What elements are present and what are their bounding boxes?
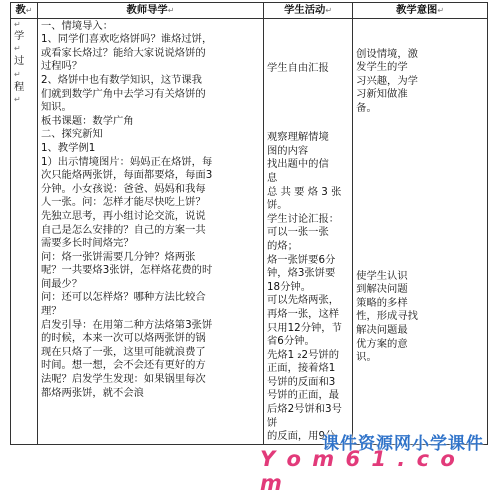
text-line: 习兴趣，为学: [356, 74, 418, 87]
text-line: 过程吗？: [40, 60, 83, 73]
text-line: 省6分钟。: [267, 335, 315, 348]
text-line: 或看家长烙过？能给大家说说烙饼的: [40, 46, 206, 59]
text-line: 2、烙饼中也有数学知识，这节课我: [40, 73, 202, 86]
text-line: 习新知做准: [356, 88, 408, 101]
text-line: 板书课题：数学广角: [40, 114, 134, 127]
text-line: 创设情境，激: [356, 47, 418, 60]
text-line: 息: [267, 171, 278, 184]
text-line: 烙一张饼要6分: [267, 253, 336, 266]
side-char: 过: [14, 55, 25, 68]
text-line: 使学生认识: [356, 269, 408, 282]
text-line: 二、探究新知: [40, 128, 103, 141]
text-line: 知识。: [40, 101, 72, 114]
text-line: 观察理解情境: [267, 131, 329, 144]
text-line: 的时候，本来一次可以烙两张饼的锅: [40, 332, 206, 345]
text-line: 可以一张一张: [267, 226, 329, 239]
text-line: 理？: [40, 305, 62, 318]
site-watermark: [256, 429, 484, 495]
text-line: 号饼的反面和3: [267, 375, 336, 388]
text-line: 优方案的意: [356, 337, 408, 350]
watermark-url: Y o m 6 1 . c o m: [260, 447, 457, 495]
text-line: 需要多长时间烙完？: [40, 237, 134, 250]
text-line: 钟，烙3张饼要: [267, 267, 336, 280]
text-line: 次只能烙两张饼，每面都要烙，每面3: [40, 169, 213, 182]
side-char: 程: [14, 80, 25, 93]
text-line: 间最少？: [40, 277, 83, 290]
teaching-intent-cell: [353, 18, 488, 444]
text-line: 号饼的正面，最: [267, 389, 340, 402]
header-cell-intent: 教学意图↵: [353, 3, 488, 19]
side-char: 学: [14, 29, 25, 42]
side-label-cell: ↵ 学 ↵ 过 ↵ 程 ↵: [11, 18, 38, 444]
text-line: 呢？一共要烙3张饼，怎样烙花费的时: [40, 264, 213, 277]
text-line: 性，形成寻找: [356, 310, 418, 323]
text-line: 学生讨论汇报：: [267, 212, 340, 225]
header-cell-student: 学生活动↵: [264, 3, 353, 19]
text-line: 图的内容: [267, 144, 309, 157]
text-line: 饼。: [267, 199, 288, 212]
text-line: 的烙；: [267, 239, 298, 252]
lesson-plan-table: [10, 2, 488, 445]
text-line: 只用12分钟，节: [267, 321, 342, 334]
text-line: 总 共 要 烙 3 张: [267, 185, 342, 198]
text-line: 问：还可以怎样烙？哪种方法比较合: [40, 291, 206, 304]
text-line: 正面，接着烙1: [267, 362, 336, 375]
text-line: 1、同学们喜欢吃烙饼吗？谁烙过饼，: [40, 33, 213, 46]
text-line: 先烙1 ₂2号饼的: [267, 348, 339, 361]
body-row: [11, 18, 488, 444]
text-line: 学生自由汇报: [267, 61, 329, 74]
text-line: 都烙两张饼，就不会浪: [40, 386, 144, 399]
text-line: 备。: [356, 101, 377, 114]
teacher-guidance-cell: [37, 18, 263, 444]
text-line: 启发引导：在用第二种方法烙第3张饼: [40, 318, 213, 331]
text-line: 现在只烙了一张，这里可能就浪费了: [40, 345, 206, 358]
text-line: 到解决问题: [356, 283, 408, 296]
text-line: 可以先烙两张，: [267, 294, 340, 307]
text-line: 自己是怎么安排的？自己的方案一共: [40, 223, 206, 236]
header-row: [11, 3, 488, 19]
text-line: 18分钟。: [267, 280, 311, 293]
header-cell-teacher: 教师导学↵: [37, 3, 263, 19]
text-line: 后烙2号饼和3号饼: [267, 403, 342, 429]
text-line: 问：烙一张饼需要几分钟？烙两张: [40, 250, 196, 263]
text-line: 识。: [356, 351, 377, 364]
text-line: 1）出示情境图片：妈妈正在烙饼，每: [40, 155, 213, 168]
text-line: 发学生的学: [356, 61, 408, 74]
text-line: 们就到数学广角中去学习有关烙饼的: [40, 87, 206, 100]
text-line: 1、教学例1: [40, 141, 96, 154]
text-line: 一、情境导入：: [40, 19, 114, 32]
text-line: 人一张。问：怎样才能尽快吃上饼？: [40, 196, 206, 209]
text-line: 先独立思考，再小组讨论交流，说说: [40, 209, 206, 222]
text-line: 时间。想一想，会不会还有更好的方: [40, 359, 206, 372]
text-line: 策略的多样: [356, 296, 408, 309]
watermark-title: 课件资源网小学课件: [322, 434, 484, 454]
text-line: 解决问题最: [356, 323, 408, 336]
text-line: 找出题中的信: [267, 158, 329, 171]
text-line: 法呢？启发学生发现：如果锅里每次: [40, 373, 206, 386]
student-activity-cell: [264, 18, 353, 444]
text-line: 分钟。小女孩说：爸爸、妈妈和我每: [40, 182, 206, 195]
text-line: 的反面，用9分: [267, 430, 336, 443]
text-line: 再烙一张，这样: [267, 307, 340, 320]
header-cell-1: 教↵: [11, 3, 38, 19]
